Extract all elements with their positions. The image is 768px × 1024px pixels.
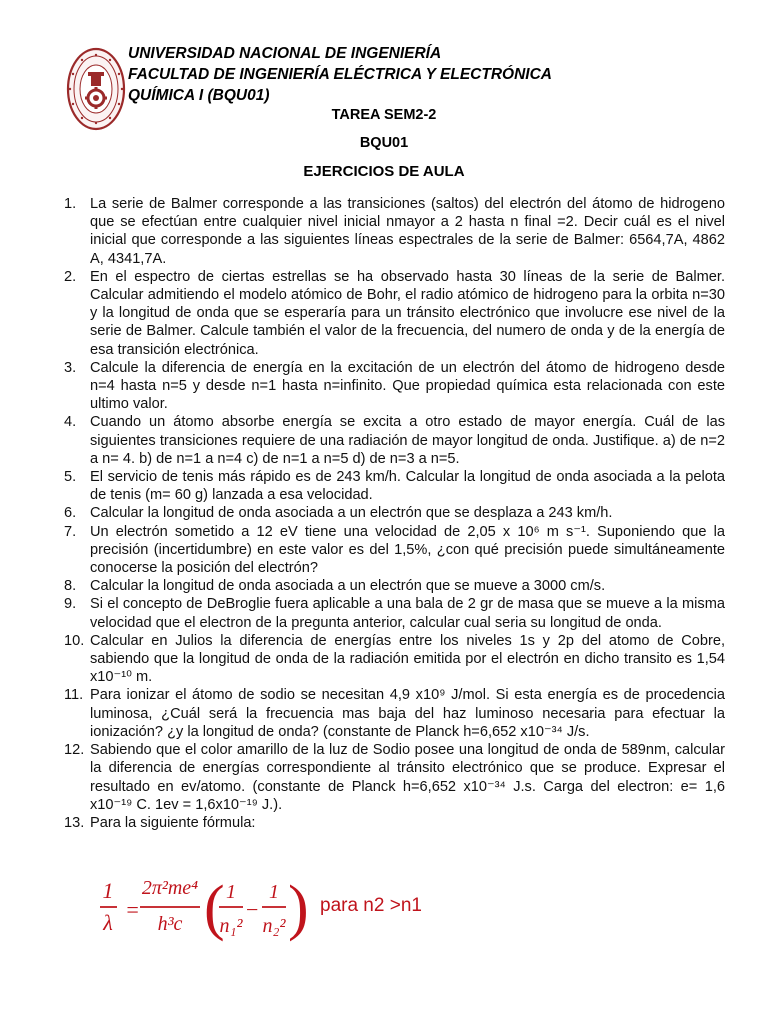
exercise-text: El servicio de tenis más rápido es de 243 km/h. Calcular la longitud de onda asociada a la pelota de tenis (m= 60 g) lanzada a esa velocidad. — [90, 469, 725, 504]
exercise-text: Calcular en Julios la diferencia de energías entre los niveles 1s y 2p del atomo de Cobre, sabiendo que la longitud de onda de la radiación emitida por el electrón en dicho transito es 1,54 x10⁻¹⁰ m. — [90, 632, 725, 686]
exercise-number: 5. — [64, 469, 77, 486]
exercise-text: La serie de Balmer corresponde a las transiciones (saltos) del electrón del átomo de hidrogeno que se efectúan entre cualquier nivel inicial nmayor a 2 hasta n final =2. Decir cuál es el nivel inicial que corresponde a las siguientes líneas espectrales de la serie de Balmer: 6564,7A, 4862 A, 4341,7A. — [90, 196, 725, 267]
exercise-list — [64, 195, 725, 832]
exercise-item — [64, 359, 725, 414]
formula-term2-denominator: n₂² — [262, 915, 286, 937]
exercise-text: Calcular la longitud de onda asociada a un electrón que se desplaza a 243 km/h. — [90, 505, 613, 522]
exercise-text: Para ionizar el átomo de sodio se necesitan 4,9 x10⁹ J/mol. Si esta energía es de procedencia luminosa, ¿Cuál será la frecuencia mas baja del haz luminoso necesaria para efectuar la ionización? ¿y la longitud de onda? (constante de Planck h=6,652 x10⁻³⁴ J/s. — [90, 687, 725, 740]
exercise-number: 7. — [64, 523, 77, 540]
exercise-number: 4. — [64, 414, 77, 431]
exercise-number: 11. — [64, 687, 84, 704]
formula-coefficient-denominator: h³c — [157, 913, 183, 935]
exercise-text: En el espectro de ciertas estrellas se ha observado hasta 30 líneas de la serie de Balmer. Calcular admitiendo el modelo atómico de Bohr, el radio atómico de hidrogeno para la orbita n=30 y la longitud de onda que se esperaría para un tránsito electrónico que involucre ese nivel de la serie de Balmer. Calcule también el valor de la frecuencia, del numero de onda y de la energía de esa transición electrónica. — [90, 268, 725, 358]
exercise-text: Un electrón sometido a 12 eV tiene una velocidad de 2,05 x 10⁶ m s⁻¹. Suponiendo que la precisión (incertidumbre) en este valor es del 1,5%, ¿con qué precisión puede simultáneamente conocerse la posición del electrón? — [90, 523, 725, 577]
exercise-item — [64, 413, 725, 468]
course-name: QUÍMICA I (BQU01) — [128, 87, 270, 104]
exercise-item — [64, 686, 725, 741]
exercise-item — [64, 577, 725, 595]
formula-condition: para n2 >n1 — [320, 895, 422, 916]
exercise-text: Cuando un átomo absorbe energía se excita a otro estado de mayor energía. Cuál de las siguientes transiciones requiere de una radiación de mayor longitud de onda. Justifique. a) de n=2 a n= 4. b) de n=1 a n=4 c) de n=1 a n=5 d) de n=3 a n=5. — [90, 414, 725, 467]
assignment-title: TAREA SEM2-2 — [331, 107, 437, 123]
rydberg-formula-image — [98, 862, 422, 952]
exercise-number: 10. — [64, 632, 85, 649]
exercise-number: 1. — [64, 196, 77, 212]
exercise-item — [64, 632, 725, 687]
formula-equals: = — [125, 897, 140, 922]
exercise-text: Calcule la diferencia de energía en la excitación de un electrón del átomo de hidrogeno desde n=4 hasta n=5 y desde n=1 hasta n=infinito. Que propiedad química esta relacionada con este ultimo valor. — [90, 359, 725, 413]
exercise-number: 6. — [64, 505, 77, 522]
faculty-name: FACULTAD DE INGENIERÍA ELÉCTRICA Y ELECTRÓNICA — [128, 66, 552, 83]
exercise-text: Si el concepto de DeBroglie fuera aplicable a una bala de 2 gr de masa que se mueve a la misma velocidad que el electron de la pregunta anterior, calcular cual seria su longitud de onda. — [90, 596, 725, 631]
exercise-item — [64, 741, 725, 814]
exercise-text: Calcular la longitud de onda asociada a un electrón que se mueve a 3000 cm/s. — [90, 578, 606, 595]
exercise-item — [64, 268, 725, 359]
section-title: EJERCICIOS DE AULA — [303, 163, 465, 180]
formula-right-paren: ) — [288, 874, 309, 942]
formula-left-paren: ( — [204, 874, 225, 942]
exercise-number: 2. — [64, 268, 77, 285]
exercise-number: 12. — [64, 742, 85, 759]
formula-term2-numerator: 1 — [269, 881, 279, 903]
formula-lhs-denominator: λ — [103, 910, 113, 935]
exercise-item — [64, 468, 725, 504]
exercise-item — [64, 814, 725, 832]
exercise-number: 8. — [64, 578, 77, 595]
formula-lhs-numerator: 1 — [102, 878, 114, 903]
formula-term1-numerator: 1 — [226, 881, 236, 903]
exercise-item — [64, 595, 725, 631]
university-name: UNIVERSIDAD NACIONAL DE INGENIERÍA — [128, 45, 442, 62]
course-code: BQU01 — [359, 135, 409, 151]
exercise-number: 9. — [64, 596, 77, 613]
exercise-item — [64, 504, 725, 522]
exercise-item — [64, 195, 725, 268]
exercise-number: 13. — [64, 814, 85, 831]
exercise-text: Sabiendo que el color amarillo de la luz de Sodio posee una longitud de onda de 589nm, calcular la diferencia de energías correspondiente al tránsito electrónico que se produce. Expresar el resultado en ev/atomo. (constante de Planck h=6,652 x10⁻³⁴ J.s. Carga del electron: e= 1,6 x10⁻¹⁹ C. 1ev = 1,6x10⁻¹⁹ J.). — [90, 742, 725, 813]
exercise-number: 3. — [64, 359, 77, 376]
exercise-text: Para la siguiente fórmula: — [90, 814, 256, 831]
formula-term1-denominator: n₁² — [219, 915, 243, 937]
formula-coefficient-numerator: 2π²me⁴ — [141, 877, 199, 899]
exercise-item — [64, 523, 725, 578]
formula-minus: − — [246, 897, 259, 922]
